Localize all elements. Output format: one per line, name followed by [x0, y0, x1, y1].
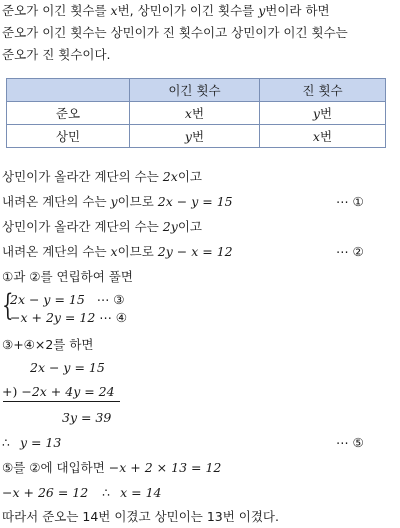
- table-row: [7, 102, 386, 125]
- step-line-5: ①과 ②를 연립하여 풀면: [2, 269, 133, 284]
- table-cell-name: 상민: [7, 125, 130, 148]
- system-eq-1: 2x − y = 15 ⋯ ③: [10, 292, 125, 307]
- addition-result: 3y = 39: [62, 410, 112, 425]
- equation-tag-1: ⋯ ①: [336, 194, 364, 209]
- table-row: [7, 125, 386, 148]
- table-cell-lose: x번: [260, 125, 386, 148]
- substitution-line: ⑤를 ②에 대입하면 −x + 2 × 13 = 12: [2, 460, 222, 475]
- table-cell-lose: y번: [260, 102, 386, 125]
- intro-line-1: 준오가 이긴 횟수를 x번, 상민이가 이긴 횟수를 y번이라 하면: [2, 3, 330, 18]
- step-line-6: ③+④×2를 하면: [2, 337, 94, 352]
- x-result-line: −x + 26 = 12 ∴ x = 14: [2, 485, 162, 500]
- equation-tag-2: ⋯ ②: [336, 244, 364, 259]
- addition-rule: [3, 401, 120, 402]
- step-line-3: 상민이가 올라간 계단의 수는 2y이고: [2, 219, 202, 234]
- table-header-cell: [7, 79, 130, 102]
- addition-line-1: 2x − y = 15: [30, 360, 105, 375]
- addition-line-2: +) −2x + 4y = 24: [2, 384, 115, 399]
- final-answer: 따라서 준오는 14번 이겼고 상민이는 13번 이겼다.: [2, 509, 279, 524]
- step-line-1: 상민이가 올라간 계단의 수는 2x이고: [2, 169, 202, 184]
- intro-line-2: 준오가 이긴 횟수는 상민이가 진 횟수이고 상민이가 이긴 횟수는: [2, 25, 348, 40]
- system-eq-2: −x + 2y = 12 ⋯ ④: [10, 310, 127, 325]
- system-brace: {: [2, 288, 14, 323]
- table-cell-win: x번: [130, 102, 260, 125]
- equation-tag-5: ⋯ ⑤: [336, 435, 364, 450]
- win-lose-table: [6, 78, 386, 148]
- table-cell-win: y번: [130, 125, 260, 148]
- step-line-4: 내려온 계단의 수는 x이므로 2y − x = 12: [2, 244, 233, 259]
- intro-line-3: 준오가 진 횟수이다.: [2, 47, 111, 62]
- table-cell-name: 준오: [7, 102, 130, 125]
- table-header-cell: 이긴 횟수: [130, 79, 260, 102]
- y-result-line: ∴ y = 13: [2, 435, 62, 450]
- step-line-2: 내려온 계단의 수는 y이므로 2x − y = 15: [2, 194, 233, 209]
- table-header-row: [7, 79, 386, 102]
- table-header-cell: 진 횟수: [260, 79, 386, 102]
